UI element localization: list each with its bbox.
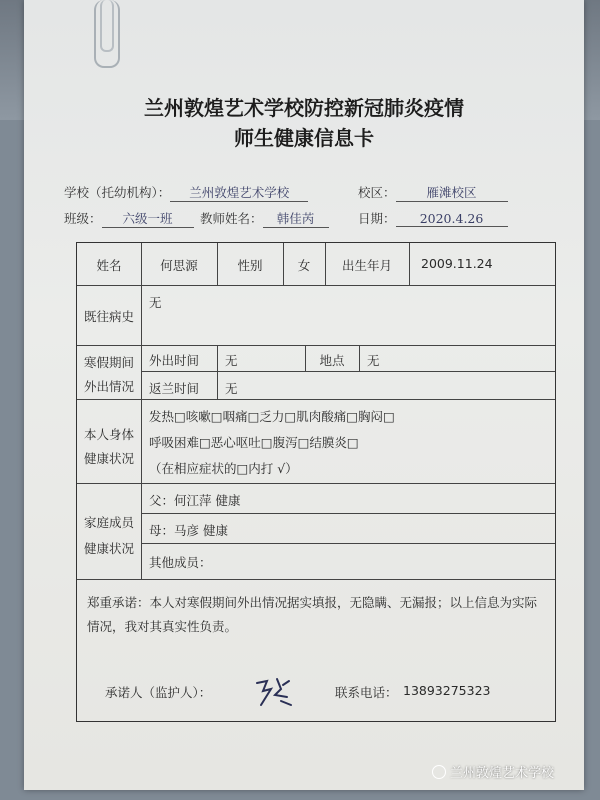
return-time-value: 无 xyxy=(225,381,238,396)
date-value: 2020.4.26 xyxy=(396,211,508,227)
name-value: 何思源 xyxy=(160,258,198,273)
history-value: 无 xyxy=(149,295,162,310)
teacher-row xyxy=(200,209,329,228)
watermark-text: 兰州敦煌艺术学校 xyxy=(450,766,555,781)
school-value: 兰州敦煌艺术学校 xyxy=(170,183,308,202)
place-label: 地点 xyxy=(319,353,345,368)
card-title-line2: 师生健康信息卡 xyxy=(234,126,374,150)
name-label: 姓名 xyxy=(96,258,122,273)
card-title-line1: 兰州敦煌艺术学校防控新冠肺炎疫情 xyxy=(144,96,464,120)
row-divider xyxy=(77,579,555,580)
row-divider xyxy=(77,399,555,400)
school-row xyxy=(64,183,308,202)
campus-row xyxy=(358,183,508,202)
gender-value: 女 xyxy=(297,258,311,273)
class-label: 班级： xyxy=(64,211,102,226)
health-label-line1: 本人身体 xyxy=(83,427,134,442)
health-info-form xyxy=(76,242,556,722)
symptoms-line1: 发热□咳嗽□咽痛□乏力□肌肉酸痛□胸闷□ xyxy=(149,409,395,424)
campus-label: 校区： xyxy=(358,185,396,200)
gender-label: 性别 xyxy=(237,258,263,273)
column-divider xyxy=(141,243,142,579)
symptoms-instruction: （在相应症状的□内打 √） xyxy=(149,461,298,476)
place-value: 无 xyxy=(367,353,380,368)
phone-label: 联系电话： xyxy=(335,685,398,700)
column-divider xyxy=(217,345,218,399)
row-divider xyxy=(77,483,555,484)
class-row xyxy=(64,209,194,228)
row-divider xyxy=(141,543,555,544)
guardian-signature xyxy=(253,675,297,709)
winter-label-line2: 外出情况 xyxy=(83,379,134,394)
watermark-logo xyxy=(432,762,554,781)
school-label: 学校（托幼机构）： xyxy=(64,185,171,200)
history-label: 既往病史 xyxy=(83,309,134,324)
paperclip-icon xyxy=(94,0,120,68)
birth-value: 2009.11.24 xyxy=(421,256,493,271)
class-value: 六级一班 xyxy=(102,209,194,228)
paper-sheet xyxy=(24,0,584,790)
row-divider xyxy=(77,345,555,346)
teacher-value: 韩佳芮 xyxy=(263,209,329,228)
column-divider xyxy=(409,243,410,285)
symptoms-line2: 呼吸困难□恶心呕吐□腹泻□结膜炎□ xyxy=(149,435,359,450)
out-time-value: 无 xyxy=(225,353,238,368)
birth-label: 出生年月 xyxy=(341,258,392,273)
date-row xyxy=(358,209,508,227)
family-others: 其他成员： xyxy=(149,555,212,570)
family-label-line1: 家庭成员 xyxy=(83,515,134,530)
out-time-label: 外出时间 xyxy=(149,353,200,368)
family-mother: 母：马彦 健康 xyxy=(149,523,228,538)
return-time-label: 返兰时间 xyxy=(149,381,200,396)
column-divider xyxy=(359,345,360,371)
family-label-line2: 健康状况 xyxy=(83,541,134,556)
wechat-icon xyxy=(432,765,446,779)
health-label-line2: 健康状况 xyxy=(83,451,134,466)
pledge-text: 郑重承诺：本人对寒假期间外出情况据实填报，无隐瞒、无漏报；以上信息为实际情况，我对其真实性负责。 xyxy=(87,595,538,634)
guardian-label: 承诺人（监护人）： xyxy=(105,685,212,700)
winter-label-line1: 寒假期间 xyxy=(83,355,134,370)
campus-value: 雁滩校区 xyxy=(396,183,508,202)
phone-value: 13893275323 xyxy=(403,683,491,698)
row-divider xyxy=(141,513,555,514)
row-divider xyxy=(141,371,555,372)
row-divider xyxy=(77,285,555,286)
date-label: 日期： xyxy=(358,211,396,226)
family-father: 父：何江萍 健康 xyxy=(149,493,241,508)
teacher-label: 教师姓名： xyxy=(200,211,263,226)
